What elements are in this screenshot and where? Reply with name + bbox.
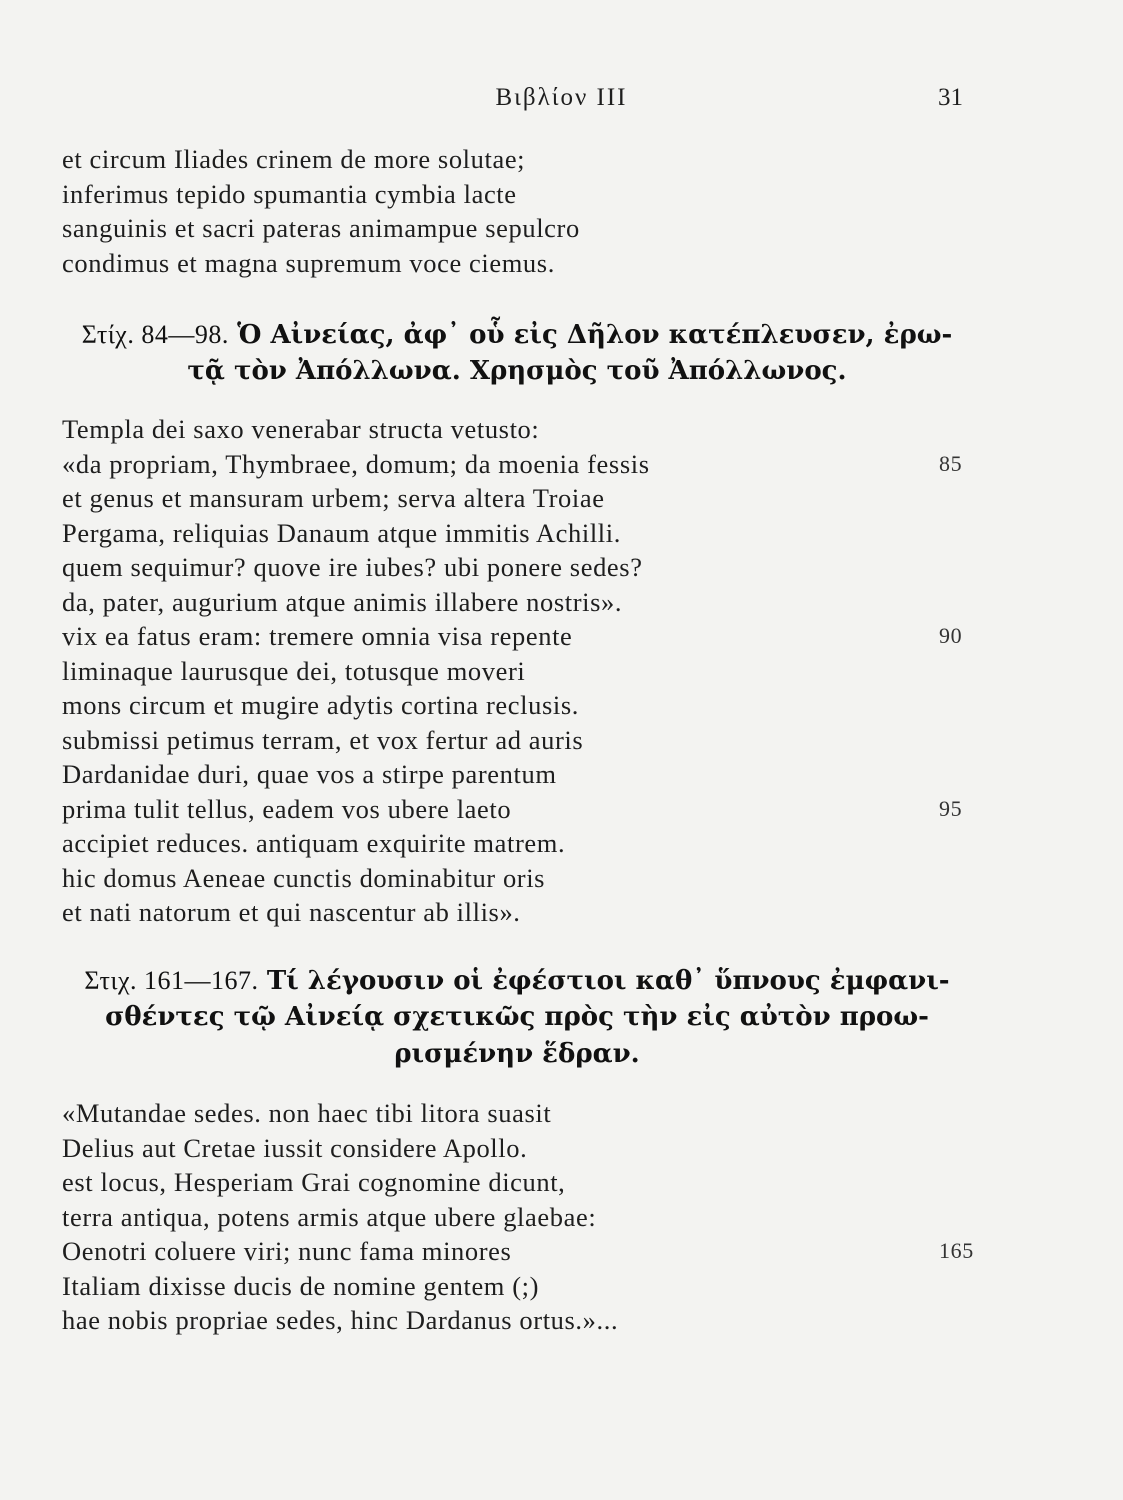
section-heading-1: [62, 316, 972, 390]
heading-text: Τί λέγουσιν οἱ ἐφέστιοι καθ᾽ ὕπνους ἐμφανι-: [266, 966, 950, 996]
verse-line: da, pater, augurium atque animis illabere nostris».: [62, 586, 623, 617]
line-number: 90: [939, 623, 963, 648]
verse-line: submissi petimus terram, et vox fertur ad auris: [62, 724, 584, 755]
verse-line: et circum Iliades crinem de more solutae;: [62, 144, 526, 174]
verse-line: Dardanidae duri, quae vos a stirpe parentum: [62, 759, 557, 789]
verse-line: «da propriam, Thymbraee, domum; da moenia fessis 85: [62, 447, 962, 482]
line-number: 95: [939, 795, 963, 821]
verse-line: accipiet reduces. antiquam exquirite matrem.: [62, 828, 566, 858]
verse-line: quem sequimur? quove ire iubes? ubi ponere sedes?: [62, 552, 643, 582]
verse-line: vix ea fatus eram: tremere omnia visa repente 90: [62, 619, 962, 654]
verse-line: hae nobis propriae sedes, hinc Dardanus ortus.»...: [62, 1305, 619, 1335]
verse-line: hic domus Aeneae cunctis dominabitur oris: [62, 862, 546, 893]
line-number: 85: [939, 450, 963, 476]
verse-line: mons circum et mugire adytis cortina reclusis.: [62, 690, 579, 720]
page-number: 31: [938, 84, 963, 111]
verse-line: Italiam dixisse ducis de nomine gentem (;): [62, 1270, 540, 1301]
verse-reference: Στιχ. 161—167.: [84, 966, 259, 995]
verse-line: Delius aut Cretae iussit considere Apollo.: [62, 1132, 528, 1163]
verse-line: liminaque laurusque dei, totusque moveri: [62, 655, 526, 686]
page-header: [0, 82, 1123, 118]
verse-line: Pergama, reliquias Danaum atque immitis Achilli.: [62, 517, 621, 548]
line-number: 165: [939, 1238, 974, 1263]
heading-text: Ὁ Αἰνείας, ἀφ᾽ οὗ εἰς Δῆλον κατέπλευσεν, ἐρω-: [237, 320, 953, 350]
verse-line: terra antiqua, potens armis atque ubere glaebae:: [62, 1201, 597, 1232]
heading-line-3: ρισμένην ἕδραν.: [394, 1039, 640, 1069]
verse-line: Templa dei saxo venerabar structa vetusto:: [62, 414, 540, 444]
verse-line: «Mutandae sedes. non haec tibi litora suasit: [62, 1098, 552, 1128]
section-heading-2: [62, 962, 972, 1073]
verse-line: Oenotri coluere viri; nunc fama minores 165: [62, 1234, 962, 1269]
verse-block-3: [62, 1096, 974, 1338]
heading-line-2: τᾷ τὸν Ἀπόλλωνα. Χρησμὸς τοῦ Ἀπόλλωνος.: [187, 356, 847, 386]
verse-block-2: [62, 412, 962, 930]
verse-reference: Στίχ. 84—98.: [81, 320, 229, 349]
verse-line: inferimus tepido spumantia cymbia lacte: [62, 178, 517, 209]
verse-line: est locus, Hesperiam Grai cognomine dicunt,: [62, 1167, 566, 1197]
heading-line-2: σθέντες τῷ Αἰνείᾳ σχετικῶς πρὸς τὴν εἰς αὐτὸν προω-: [105, 1002, 929, 1032]
verse-line: prima tulit tellus, eadem vos ubere laeto 95: [62, 792, 962, 827]
heading-line-1: [62, 316, 972, 353]
verse-block-1: [62, 142, 962, 280]
heading-line-1: [62, 962, 972, 999]
verse-line: sanguinis et sacri pateras animampue sepulcro: [62, 213, 580, 243]
verse-line: et nati natorum et qui nascentur ab illis».: [62, 897, 521, 927]
running-title: Βιβλίον III: [495, 84, 628, 111]
verse-line: condimus et magna supremum voce ciemus.: [62, 247, 555, 278]
verse-line: et genus et mansuram urbem; serva altera Troiae: [62, 483, 605, 513]
